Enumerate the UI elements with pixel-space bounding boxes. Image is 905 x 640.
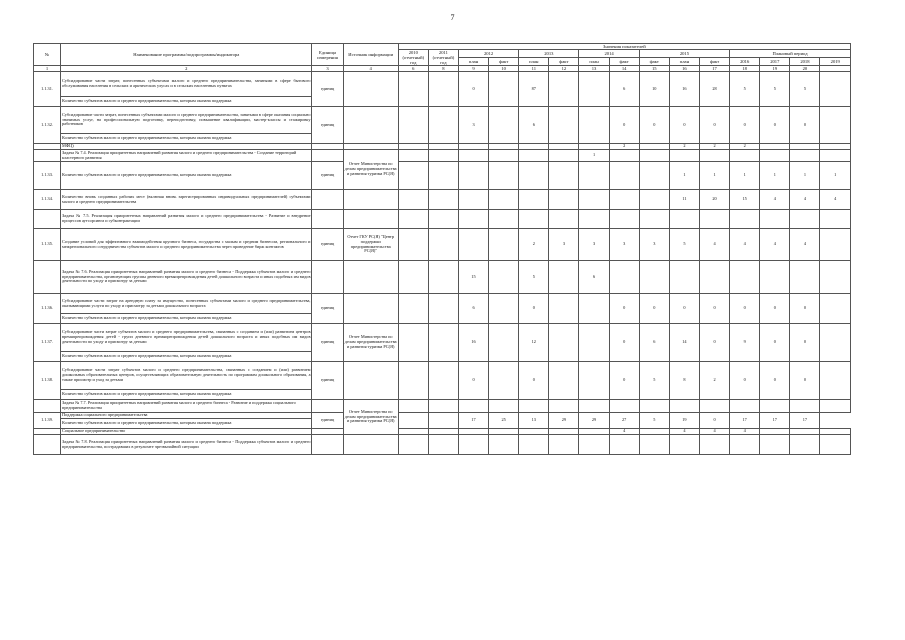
row-text: Социальное предпринимательство: [61, 429, 312, 435]
value-cell: 0: [760, 294, 790, 324]
col-num: 2: [61, 66, 312, 72]
value-cell: 1: [790, 162, 820, 190]
table-row: [34, 162, 851, 190]
value-cell: 12: [519, 324, 549, 362]
value-cell: 4: [609, 429, 639, 435]
col-num: 4: [343, 66, 398, 72]
value-cell: 2: [699, 144, 729, 150]
col-num: 19: [760, 66, 790, 72]
header-plan: план: [579, 58, 609, 66]
header-plan: план: [519, 58, 549, 66]
row-unit: единиц: [312, 413, 343, 429]
value-cell: 0: [519, 362, 549, 400]
value-cell: 28: [699, 72, 729, 107]
row-unit: единиц: [312, 107, 343, 144]
col-num: 15: [639, 66, 669, 72]
task-text: Задача № 7.8. Реализация приоритетных направлений развития малого и среднего бизнеса - Поддержка субъектов малого и среднего предпринимательства, пострадавших в результате чрезвычайной ситуации: [61, 435, 312, 455]
header-plan-period: Плановый период: [730, 50, 851, 58]
value-cell: 3: [549, 229, 579, 261]
row-text: Субсидирование части затрат на арендную плату за имущество, понесенных субъектами малого и среднего предпринимательства, оказывающими услуги по уходу и присмотру за детьми дошкольного возраста: [61, 294, 312, 314]
row-text: Количество субъектов малого и среднего предпринимательства, которым оказана поддержка: [61, 419, 312, 429]
task-text: Задача № 7.5. Реализация приоритетных направлений развития малого и среднего предпринимательства - Развитие и внедрение процессов аутсорсинга и субконтрактации: [61, 210, 312, 229]
row-unit: единиц: [312, 229, 343, 261]
row-text: МФЦ): [61, 144, 312, 150]
value-cell: 6: [458, 294, 488, 324]
header-plan: план: [669, 58, 699, 66]
value-cell: 0: [609, 294, 639, 324]
value-cell: 0: [669, 107, 699, 144]
col-num: 12: [549, 66, 579, 72]
header-2014: 2014: [579, 50, 639, 58]
header-fact: факт: [489, 58, 519, 66]
header-fact: факт: [639, 58, 669, 66]
value-cell: 17: [760, 413, 790, 429]
header-2015: 2015: [639, 50, 729, 58]
task-row: [34, 435, 851, 455]
col-num: 20: [790, 66, 820, 72]
row-number: 1.1.34.: [34, 190, 61, 210]
value-cell: 0: [730, 362, 760, 400]
value-cell: 3: [639, 229, 669, 261]
value-cell: 14: [669, 324, 699, 362]
header-2012: 2012: [458, 50, 518, 58]
value-cell: 1: [579, 150, 609, 162]
indicators-table: [33, 43, 851, 455]
value-cell: 0: [790, 362, 820, 400]
header-2019: 2019: [820, 58, 851, 66]
value-cell: 87: [519, 72, 549, 107]
row-text: Субсидирование части затрат, понесенных субъектами малого и среднего предпринимательства, занятыми в сфере оказания социально значимых услуг, на профессиональную подготовку, переподготовку, повышение квалификации, мастер-классы и стажировку работников: [61, 107, 312, 134]
value-cell: 17: [458, 413, 488, 429]
row-text: Количество субъектов малого и среднего предпринимательства, которым оказана поддержка: [61, 390, 312, 400]
value-cell: 0: [760, 107, 790, 144]
value-cell: 20: [699, 190, 729, 210]
value-cell: 3: [458, 107, 488, 144]
value-cell: 5: [669, 229, 699, 261]
col-num: 1: [34, 66, 61, 72]
header-2018: 2018: [790, 58, 820, 66]
header-no: №: [34, 44, 61, 66]
value-cell: 4: [820, 190, 851, 210]
col-num: 11: [519, 66, 549, 72]
col-num: 6: [398, 66, 428, 72]
page-number: 7: [450, 13, 455, 22]
table-row: [34, 229, 851, 261]
header-values: Значения показателей: [398, 44, 850, 50]
row-unit: единиц: [312, 294, 343, 324]
value-cell: 0: [790, 107, 820, 144]
row-unit: единиц: [312, 362, 343, 400]
value-cell: 0: [699, 107, 729, 144]
value-cell: 0: [519, 294, 549, 324]
value-cell: 15: [458, 261, 488, 294]
value-cell: 1: [760, 162, 790, 190]
value-cell: 4: [790, 229, 820, 261]
value-cell: 5: [730, 72, 760, 107]
value-cell: 2: [730, 144, 760, 150]
value-cell: 0: [790, 294, 820, 324]
row-source: Отчет Министерства по делам предпринимательства и развития туризма РС(Я): [343, 400, 398, 435]
task-row: [34, 150, 851, 162]
value-cell: 5: [519, 261, 549, 294]
value-cell: 0: [609, 107, 639, 144]
row-text: Субсидирование части затрат субъектов малого и среднего предпринимательства, связанных с созданием и (или) развитием центров времяпрепровождения детей - групп дневного времяпрепровождения детей дошкольного возраста и иных подобных им видов деятельности по уходу и присмотру за детьми: [61, 324, 312, 352]
header-plan: план: [458, 58, 488, 66]
value-cell: 17: [790, 413, 820, 429]
value-cell: 29: [549, 413, 579, 429]
value-cell: 0: [458, 362, 488, 400]
task-text: Задача № 7.4. Реализация приоритетных направлений развития малого и среднего предпринимательства - Создание территорий кластерного развития: [61, 150, 312, 162]
header-2011: 2011 (отчетный) год: [428, 50, 458, 66]
value-cell: 1: [699, 162, 729, 190]
value-cell: 0: [699, 294, 729, 324]
value-cell: 0: [699, 324, 729, 362]
col-num: 14: [609, 66, 639, 72]
value-cell: 19: [669, 413, 699, 429]
col-num: 16: [669, 66, 699, 72]
value-cell: 0: [699, 413, 729, 429]
row-number: 1.1.37.: [34, 324, 61, 362]
value-cell: 0: [639, 107, 669, 144]
table-row: [34, 72, 851, 97]
value-cell: 2: [699, 362, 729, 400]
value-cell: 0: [458, 72, 488, 107]
value-cell: 1: [669, 162, 699, 190]
value-cell: 0: [669, 294, 699, 324]
value-cell: 9: [730, 324, 760, 362]
value-cell: 6: [639, 324, 669, 362]
value-cell: 4: [760, 229, 790, 261]
value-cell: 17: [730, 413, 760, 429]
row-number: 1.1.35.: [34, 229, 61, 261]
value-cell: 3: [609, 229, 639, 261]
value-cell: 16: [458, 324, 488, 362]
value-cell: 4: [790, 190, 820, 210]
header-fact: факт: [699, 58, 729, 66]
row-number: 1.1.31.: [34, 72, 61, 107]
header-2010: 2010 (отчетный) год: [398, 50, 428, 66]
table-row: [34, 190, 851, 210]
row-text: Количество субъектов малого и среднего предпринимательства, которым оказана поддержка: [61, 352, 312, 362]
row-text: Количество субъектов малого и среднего предпринимательства, которым оказана поддержка: [61, 162, 312, 190]
value-cell: 4: [669, 429, 699, 435]
table-row: [34, 324, 851, 352]
value-cell: 8: [669, 362, 699, 400]
col-num: 13: [579, 66, 609, 72]
value-cell: 25: [489, 413, 519, 429]
value-cell: 2: [519, 229, 549, 261]
row-source: Отчет Министерства по делам предпринимательства и развития туризма РС(Я): [343, 150, 398, 190]
row-text: Субсидирование части затрат, понесенных субъектами малого и среднего предпринимательства, занятыми в сфере бытового обслуживания населения в сельских и арктических улусах и в сельских населенных пунктах: [61, 72, 312, 97]
row-text: Создание условий для эффективного взаимодействия крупного бизнеса, государства с малым и средним бизнесом, регионального и межрегионального сотрудничества субъектов малого и среднего предпринимательства через проведение бирж контактов: [61, 229, 312, 261]
value-cell: 6: [609, 72, 639, 107]
value-cell: 11: [669, 190, 699, 210]
value-cell: 4: [699, 229, 729, 261]
task-text: Задача № 7.7. Реализация приоритетных направлений развития малого и среднего бизнеса - Развитие и поддержка социального предпринимательства: [61, 400, 312, 413]
value-cell: 27: [609, 413, 639, 429]
value-cell: 0: [730, 294, 760, 324]
value-cell: 13: [519, 413, 549, 429]
header-fact: факт: [549, 58, 579, 66]
task-row: [34, 400, 851, 413]
value-cell: 5: [760, 72, 790, 107]
row-number: 1.1.32.: [34, 107, 61, 144]
task-text: Задача № 7.6. Реализация приоритетных направлений развития малого и среднего бизнеса - Поддержка субъектов малого и среднего предпринимательства, организующих группы дневного времяпрепровождения детей дошкольного возраста и иных подобных им видов деятельности по уходу и присмотру за детьми: [61, 261, 312, 294]
row-unit: единиц: [312, 162, 343, 190]
header-name: Наименование программы/подпрограммы/индикатора: [61, 44, 312, 66]
header-unit: Единица измерения: [312, 44, 343, 66]
value-cell: 0: [760, 324, 790, 362]
row-text: Количество субъектов малого и среднего предпринимательства, которым оказана поддержка: [61, 97, 312, 107]
row-text: Количество субъектов малого и среднего предпринимательства, которым оказана поддержка: [61, 314, 312, 324]
value-cell: 0: [609, 324, 639, 362]
value-cell: 6: [579, 261, 609, 294]
row-text: Субсидирование части затрат субъектов малого и среднего предпринимательства, связанных с созданием и (или) развитием дошкольных образовательных центров, осуществляющих образовательную деятельность по программам дошкольного образования, а также присмотр и уход за детьми: [61, 362, 312, 390]
col-num: 10: [489, 66, 519, 72]
row-text: Поддержка социального предпринимательства: [61, 413, 312, 419]
value-cell: 29: [579, 413, 609, 429]
value-cell: 5: [639, 362, 669, 400]
value-cell: 5: [639, 413, 669, 429]
value-cell: 10: [639, 72, 669, 107]
col-num: 17: [699, 66, 729, 72]
header-source: Источник информации: [343, 44, 398, 66]
value-cell: 3: [579, 229, 609, 261]
row-source: Отчет Министерства по делам предпринимательства и развития туризма РС(Я): [343, 324, 398, 362]
value-cell: 0: [730, 107, 760, 144]
value-cell: 4: [730, 429, 760, 435]
col-num: 3: [312, 66, 343, 72]
col-num: 18: [730, 66, 760, 72]
value-cell: 0: [790, 324, 820, 362]
value-cell: 0: [639, 294, 669, 324]
header-2013: 2013: [519, 50, 579, 58]
value-cell: 1: [730, 162, 760, 190]
row-text: Количество субъектов малого и среднего предпринимательства, которым оказана поддержка: [61, 134, 312, 144]
table-row: [34, 107, 851, 134]
value-cell: 16: [669, 72, 699, 107]
value-cell: 5: [790, 72, 820, 107]
value-cell: 4: [760, 190, 790, 210]
task-row: [34, 261, 851, 294]
value-cell: 15: [730, 190, 760, 210]
header-2016: 2016: [730, 58, 760, 66]
header-2017: 2017: [760, 58, 790, 66]
value-cell: 4: [730, 229, 760, 261]
value-cell: 6: [519, 107, 549, 144]
header-fact: факт: [609, 58, 639, 66]
table-row: [34, 294, 851, 314]
row-unit: единиц: [312, 72, 343, 107]
value-cell: 0: [609, 362, 639, 400]
row-number: 1.1.39.: [34, 413, 61, 429]
value-cell: 2: [669, 144, 699, 150]
table-row: [34, 362, 851, 390]
value-cell: 0: [760, 362, 790, 400]
row-source: Отчет ГКУ РС(Я) "Центр поддержки предпринимательства РС(Я)": [343, 229, 398, 261]
col-num: 9: [458, 66, 488, 72]
value-cell: 4: [699, 429, 729, 435]
row-number: 1.1.38.: [34, 362, 61, 400]
row-text: Количество вновь созданных рабочих мест (включая вновь зарегистрированных индивидуальных предпринимателей) субъектами малого и среднего предпринимательства: [61, 190, 312, 210]
value-cell: 1: [820, 162, 851, 190]
task-row: [34, 210, 851, 229]
row-number: 1.1.36.: [34, 294, 61, 324]
row-number: 1.1.33.: [34, 162, 61, 190]
col-num: 8: [428, 66, 458, 72]
row-unit: единиц: [312, 324, 343, 362]
value-cell: 2: [609, 144, 639, 150]
